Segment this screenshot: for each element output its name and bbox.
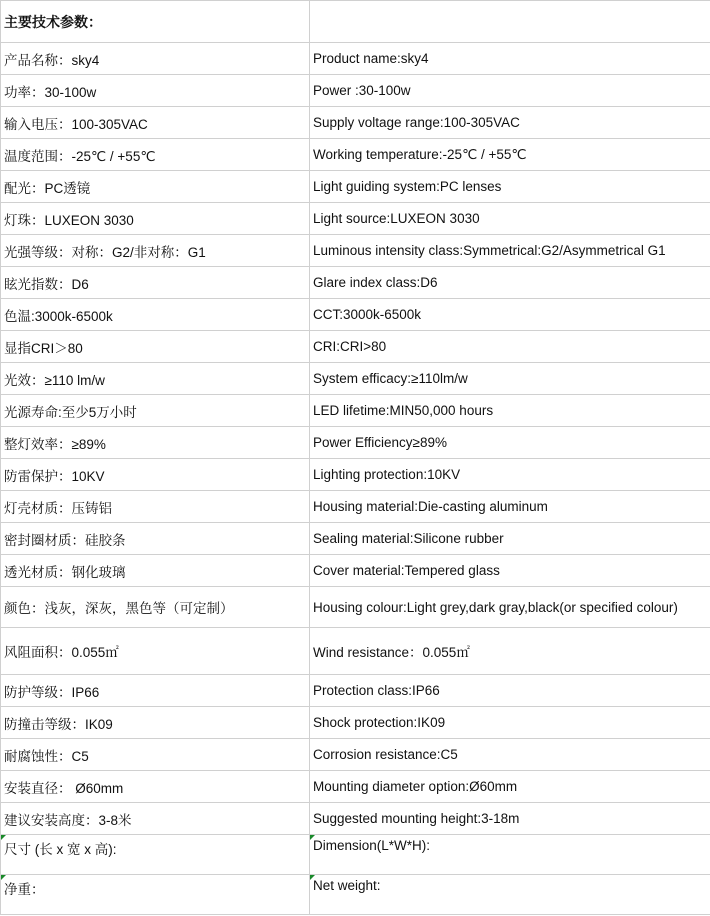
comment-marker-icon [310,875,315,880]
cn-cell[interactable]: 光效：≥110 lm/w [1,363,310,395]
cn-cell[interactable]: 显指CRI＞80 [1,331,310,363]
en-cell[interactable]: Power Efficiency≥89% [310,427,710,459]
en-cell[interactable]: Cover material:Tempered glass [310,555,710,587]
cn-cell[interactable]: 温度范围：-25℃ / +55℃ [1,139,310,171]
cn-cell[interactable]: 光强等级：对称：G2/非对称：G1 [1,235,310,267]
cn-cell[interactable]: 安装直径： Ø60mm [1,771,310,803]
en-cell[interactable]: Supply voltage range:100-305VAC [310,107,710,139]
cn-cell-text: 净重： [4,882,45,897]
en-cell[interactable]: LED lifetime:MIN50,000 hours [310,395,710,427]
en-cell[interactable]: System efficacy:≥110lm/w [310,363,710,395]
cn-cell[interactable]: 防撞击等级：IK09 [1,707,310,739]
cn-cell[interactable]: 防护等级：IP66 [1,675,310,707]
en-cell-text: Dimension(L*W*H): [313,838,431,853]
table-row [1,707,710,739]
en-cell[interactable]: Luminous intensity class:Symmetrical:G2/Asymmetrical G1 [310,235,710,267]
table-row [1,43,710,75]
en-cell[interactable]: Protection class:IP66 [310,675,710,707]
comment-marker-icon [1,835,6,840]
table-row [1,75,710,107]
table-row [1,491,710,523]
table-row [1,331,710,363]
cn-cell[interactable]: 配光：PC透镜 [1,171,310,203]
en-cell[interactable]: Sealing material:Silicone rubber [310,523,710,555]
en-cell-commented[interactable] [310,875,710,915]
en-cell[interactable]: Power :30-100w [310,75,710,107]
en-cell[interactable]: Lighting protection:10KV [310,459,710,491]
cn-cell-text: 尺寸 (长 x 宽 x 高): [4,842,117,857]
table-row [1,427,710,459]
en-cell[interactable]: Shock protection:IK09 [310,707,710,739]
table-row [1,875,710,915]
table-row [1,107,710,139]
table-row [1,587,710,628]
cn-cell-commented[interactable] [1,835,310,875]
table-row [1,555,710,587]
comment-marker-icon [310,835,315,840]
cn-cell[interactable]: 整灯效率：≥89% [1,427,310,459]
cn-cell[interactable]: 耐腐蚀性：C5 [1,739,310,771]
table-row [1,628,710,675]
en-cell[interactable]: Light guiding system:PC lenses [310,171,710,203]
table-row [1,771,710,803]
cn-cell-commented[interactable] [1,875,310,915]
cn-cell[interactable]: 透光材质：钢化玻璃 [1,555,310,587]
empty-cell[interactable] [310,1,710,43]
cn-cell[interactable]: 灯珠：LUXEON 3030 [1,203,310,235]
cn-cell[interactable]: 光源寿命:至少5万小时 [1,395,310,427]
table-row [1,739,710,771]
en-cell[interactable]: Housing colour:Light grey,dark gray,black(or specified colour) [310,587,710,628]
en-cell[interactable]: Light source:LUXEON 3030 [310,203,710,235]
en-cell[interactable]: Product name:sky4 [310,43,710,75]
cn-cell[interactable]: 风阻面积：0.055㎡ [1,628,310,675]
table-row [1,395,710,427]
en-cell[interactable]: Suggested mounting height:3-18m [310,803,710,835]
cn-cell[interactable]: 灯壳材质：压铸铝 [1,491,310,523]
table-row [1,299,710,331]
cn-cell[interactable]: 防雷保护：10KV [1,459,310,491]
title-row [1,1,710,43]
en-cell[interactable]: Working temperature:-25℃ / +55℃ [310,139,710,171]
table-row [1,363,710,395]
en-cell[interactable]: CRI:CRI>80 [310,331,710,363]
cn-cell[interactable]: 色温:3000k-6500k [1,299,310,331]
cn-cell[interactable]: 产品名称：sky4 [1,43,310,75]
table-row [1,835,710,875]
cn-cell[interactable]: 密封圈材质：硅胶条 [1,523,310,555]
table-row [1,139,710,171]
table-row [1,203,710,235]
en-cell[interactable]: Housing material:Die-casting aluminum [310,491,710,523]
en-cell[interactable]: Corrosion resistance:C5 [310,739,710,771]
table-row [1,459,710,491]
en-cell-commented[interactable] [310,835,710,875]
en-cell[interactable]: Mounting diameter option:Ø60mm [310,771,710,803]
table-row [1,267,710,299]
en-cell-text: Net weight: [313,878,381,893]
table-row [1,235,710,267]
en-cell[interactable]: Wind resistance：0.055㎡ [310,628,710,675]
comment-marker-icon [1,875,6,880]
en-cell[interactable]: CCT:3000k-6500k [310,299,710,331]
cn-cell[interactable]: 功率：30-100w [1,75,310,107]
table-row [1,523,710,555]
table-row [1,675,710,707]
cn-cell[interactable]: 颜色：浅灰，深灰，黑色等（可定制） [1,587,310,628]
en-cell[interactable]: Glare index class:D6 [310,267,710,299]
section-title[interactable]: 主要技术参数： [1,1,310,43]
table-row [1,803,710,835]
table-row [1,171,710,203]
cn-cell[interactable]: 眩光指数：D6 [1,267,310,299]
cn-cell[interactable]: 建议安装高度：3-8米 [1,803,310,835]
cn-cell[interactable]: 输入电压：100-305VAC [1,107,310,139]
